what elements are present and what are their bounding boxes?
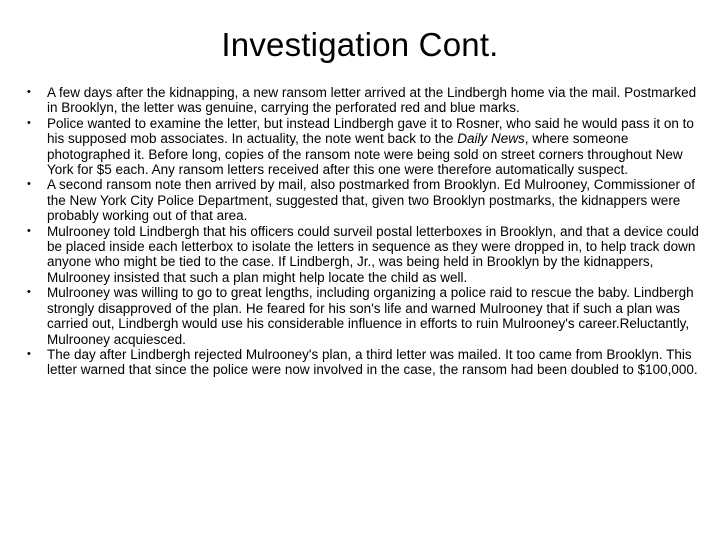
bullet-text xyxy=(47,116,694,177)
bullet-text xyxy=(47,177,695,223)
bullet-text-part: Police wanted to examine the letter, but instead Lindbergh gave it to Rosner, who said he would pass it on to his supposed mob associates. In actuality, the note went back to the xyxy=(47,115,694,147)
bullet-text-part: , where someone photographed it. Before long, copies of the ransom note were being sold on street corners throughout New York for $5 each. Any ransom letters received after this one were therefore automatically suspect. xyxy=(47,131,683,178)
bullet-item xyxy=(27,347,707,378)
bullet-text-part: Mulrooney told Lindbergh that his officers could surveil postal letterboxes in Brooklyn, and that a device could be placed inside each letterbox to isolate the letters in sequence as they were dropped in, to help track down anyone who might be tied to the case. If Lindbergh, Jr., was being held in Brooklyn by the kidnappers, Mulrooney insisted that such a plan might help locate the child as well. xyxy=(47,223,699,285)
bullet-list xyxy=(27,85,707,378)
newspaper-title: Daily News xyxy=(457,131,525,147)
bullet-text xyxy=(47,224,699,285)
bullet-item xyxy=(27,224,707,286)
bullet-text-part: Mulrooney was willing to go to great lengths, including organizing a police raid to rescue the baby. Lindbergh strongly disapproved of the plan. He feared for his son's life and warned Mulrooney that if such a plan was carried out, Lindbergh would use his considerable influence in efforts to ruin Mulrooney's career.Reluctantly, Mulrooney acquiesced. xyxy=(47,285,694,347)
bullet-text-part: A second ransom note then arrived by mail, also postmarked from Brooklyn. Ed Mulrooney, Commissioner of the New York City Police Department, suggested that, given two Brooklyn postmarks, the kidnappers were probably working out of that area. xyxy=(47,177,696,224)
bullet-text-part: The day after Lindbergh rejected Mulrooney's plan, a third letter was mailed. It too came from Brooklyn. This letter warned that since the police were now involved in the case, the ransom had been doubled to $100,000. xyxy=(47,346,698,378)
bullet-text xyxy=(47,85,696,115)
bullet-text-part: A few days after the kidnapping, a new ransom letter arrived at the Lindbergh home via the mail. Postmarked in Brooklyn, the letter was genuine, carrying the perforated red and blue marks. xyxy=(47,85,697,116)
bullet-icon: • xyxy=(27,116,31,129)
bullet-item xyxy=(27,285,707,347)
bullet-item xyxy=(27,116,707,178)
bullet-icon: • xyxy=(27,286,31,299)
bullet-icon: • xyxy=(27,224,31,237)
bullet-item xyxy=(27,177,707,223)
bullet-item xyxy=(27,85,707,116)
slide-title: Investigation Cont. xyxy=(221,26,499,63)
bullet-text xyxy=(47,285,694,346)
bullet-icon: • xyxy=(27,86,31,98)
bullet-text xyxy=(47,347,698,377)
bullet-icon: • xyxy=(27,347,31,360)
bullet-icon: • xyxy=(27,178,31,191)
